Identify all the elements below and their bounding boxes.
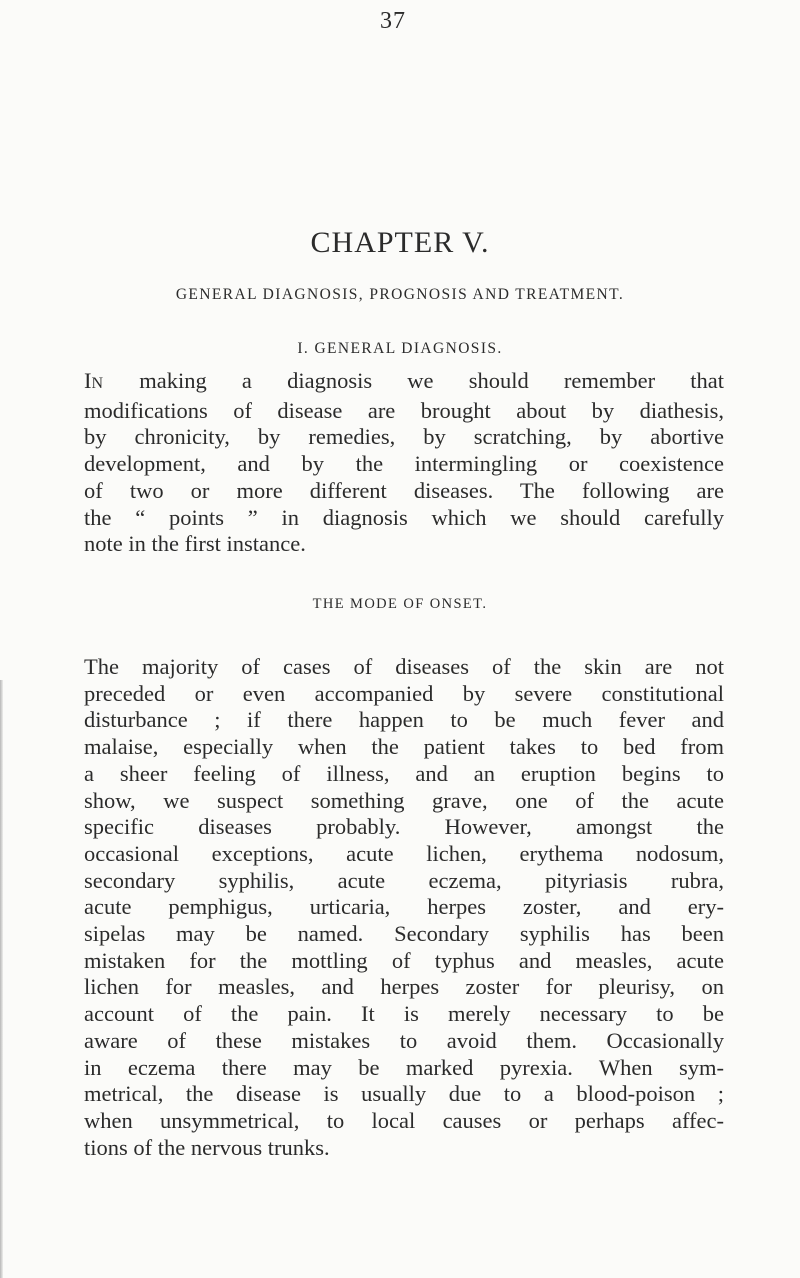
paragraph-line: by chronicity, by remedies, by scratching, by abortive: [84, 424, 724, 450]
paragraph-line: lichen for measles, and herpes zoster for pleurisy, on: [84, 974, 724, 1000]
paragraph-line: disturbance ; if there happen to be much fever and: [84, 707, 724, 733]
paragraph-line: modifications of disease are brought about by diathesis,: [84, 397, 724, 423]
paragraph-line: acute pemphigus, urticaria, herpes zoster, and ery-: [84, 894, 724, 920]
paragraph-line: development, and by the intermingling or coexistence: [84, 451, 724, 477]
paragraph-line: metrical, the disease is usually due to a blood-poison ;: [84, 1081, 724, 1107]
paragraph-line-text: making a diagnosis we should remember that: [104, 368, 724, 393]
chapter-heading: CHAPTER V.: [310, 226, 490, 259]
paragraph-line: The majority of cases of diseases of the skin are not: [84, 654, 724, 679]
paragraph-line: note in the first instance.: [84, 531, 306, 557]
paragraph-line: mistaken for the mottling of typhus and measles, acute: [84, 947, 724, 973]
small-caps-rest: N: [91, 375, 105, 392]
paragraph-general-diagnosis: [84, 368, 724, 558]
paragraph-line: when unsymmetrical, to local causes or perhaps affec-: [84, 1107, 724, 1133]
paragraph-line: in eczema there may be marked pyrexia. When sym-: [84, 1054, 724, 1080]
binding-edge-shadow: [0, 680, 3, 1278]
section-heading: I. GENERAL DIAGNOSIS.: [297, 340, 503, 357]
paragraph-line: account of the pain. It is merely necessary to be: [84, 1001, 724, 1027]
paragraph-line: malaise, especially when the patient takes to bed from: [84, 734, 724, 760]
paragraph-line: aware of these mistakes to avoid them. Occasionally: [84, 1027, 724, 1053]
paragraph-line: show, we suspect something grave, one of the acute: [84, 787, 724, 813]
paragraph-line: occasional exceptions, acute lichen, erythema nodosum,: [84, 840, 724, 866]
paragraph-line: [84, 368, 724, 398]
paragraph-line: sipelas may be named. Secondary syphilis has been: [84, 921, 724, 947]
paragraph-line: the “ points ” in diagnosis which we should carefully: [84, 504, 724, 530]
paragraph-line: tions of the nervous trunks.: [84, 1134, 330, 1160]
paragraph-line: specific diseases probably. However, amongst the: [84, 814, 724, 840]
paragraph-mode-of-onset: [84, 654, 724, 1161]
chapter-subtitle: GENERAL DIAGNOSIS, PROGNOSIS AND TREATMENT.: [175, 286, 625, 303]
paragraph-line: of two or more different diseases. The following are: [84, 477, 724, 503]
drop-initial: I: [84, 368, 92, 393]
paragraph-line: a sheer feeling of illness, and an eruption begins to: [84, 760, 724, 786]
subsection-heading: THE MODE OF ONSET.: [312, 596, 488, 612]
paragraph-line: preceded or even accompanied by severe constitutional: [84, 680, 724, 706]
paragraph-line: secondary syphilis, acute eczema, pityriasis rubra,: [84, 867, 724, 893]
page-number: 37: [380, 8, 406, 34]
